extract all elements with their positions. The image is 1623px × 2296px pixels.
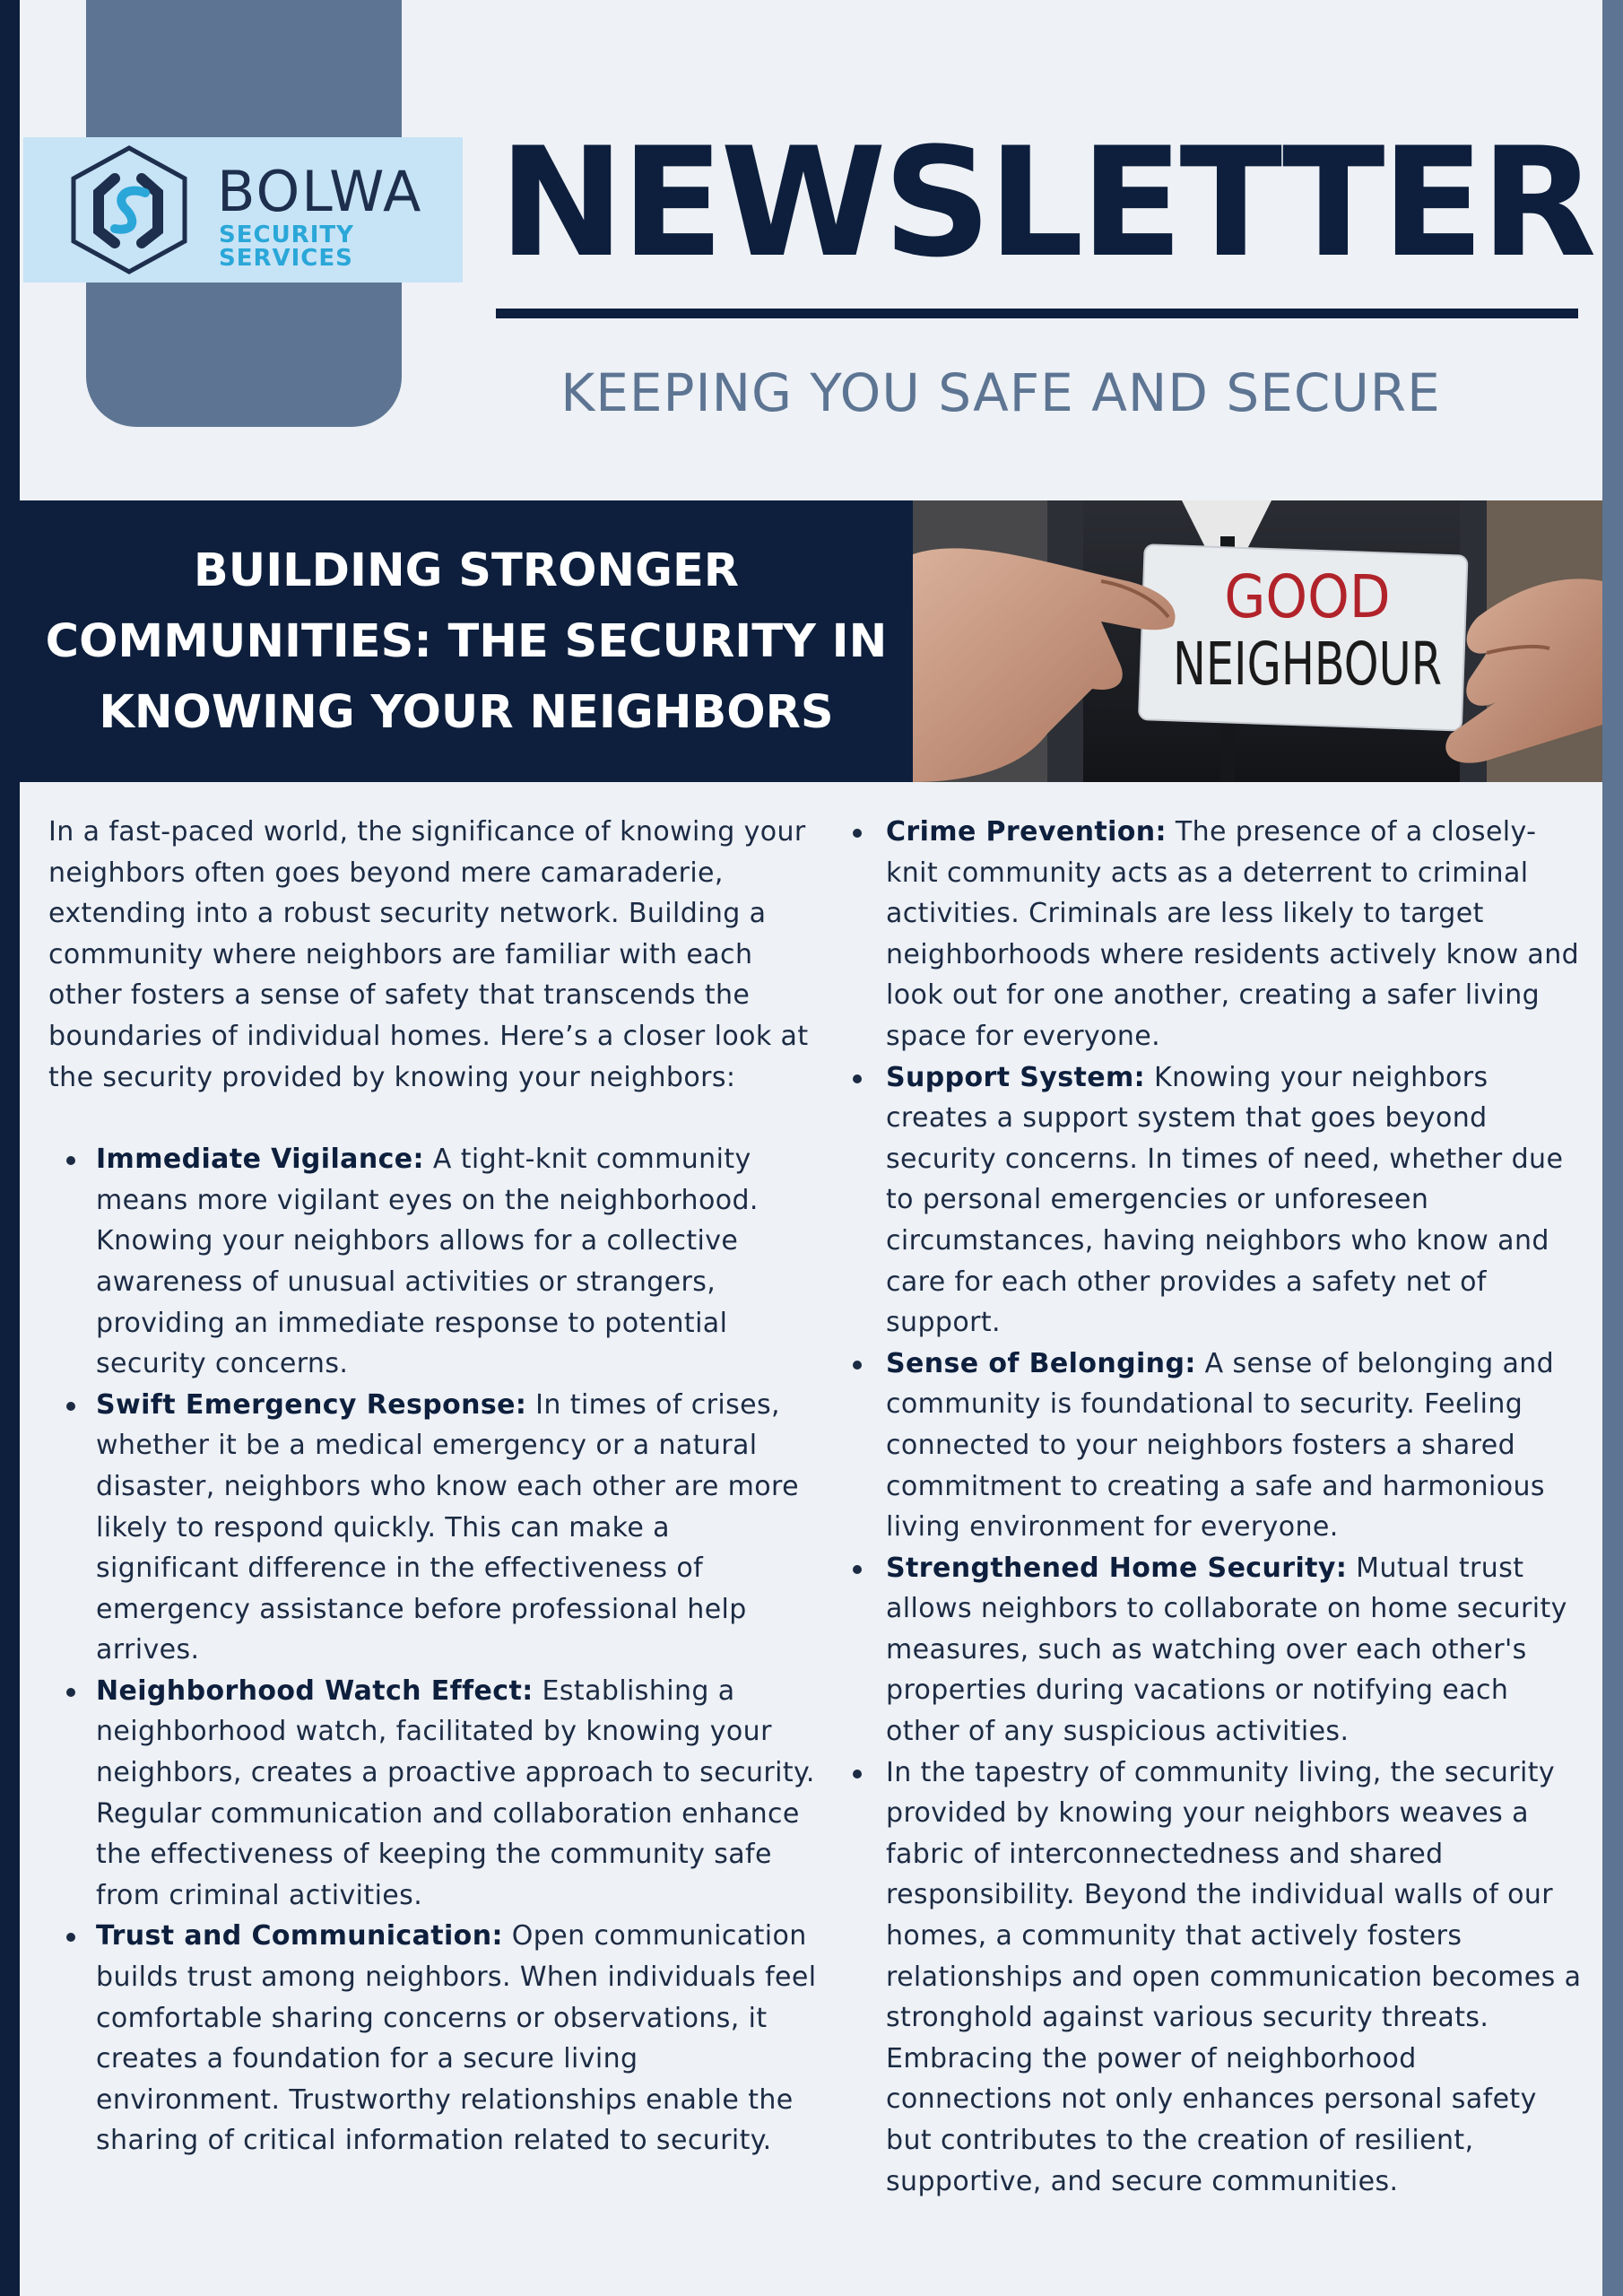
list-item: Immediate Vigilance: A tight-knit community means more vigilant eyes on the neighborhood. Knowing your neighbors allows for a collective awareness of unusual activities or strangers, providing an immediate response to potential security concerns. bbox=[48, 1139, 820, 1385]
list-item: Neighborhood Watch Effect: Establishing a neighborhood watch, facilitated by knowing your neighbors, creates a proactive approach to security. Regular communication and collaboration enhance the effectiveness of keeping the community safe from criminal activities. bbox=[48, 1671, 820, 1917]
sign-text-good: GOOD bbox=[1224, 562, 1391, 631]
brand-subtitle: SECURITY SERVICES bbox=[219, 222, 354, 272]
article-intro: In a fast-paced world, the significance of knowing your neighbors often goes beyond mere camaraderie, extending into a robust security network. Building a community where neighbors are familiar with each other fosters a sense of safety that transcends the boundaries of individual homes. Here’s a closer look at the security provided by knowing your neighbors: bbox=[48, 816, 809, 1093]
good-neighbour-photo bbox=[913, 500, 1602, 782]
brand-name: BOLWA bbox=[217, 159, 423, 224]
headline-banner bbox=[20, 500, 913, 782]
list-item: Sense of Belonging: A sense of belonging and community is foundational to security. Feeling connected to your neighbors fosters a shared commitment to creating a safe and harmonious living environment for everyone. bbox=[846, 1344, 1582, 1548]
company-logo bbox=[23, 137, 463, 283]
newsletter-tagline: KEEPING YOU SAFE AND SECURE bbox=[560, 362, 1441, 423]
article-left-column bbox=[48, 812, 820, 2161]
list-item: Crime Prevention: The presence of a closely-knit community acts as a deterrent to criminal activities. Criminals are less likely to target neighborhoods where residents actively know and look out for one another, creating a safer living space for everyone. bbox=[846, 812, 1582, 1057]
list-item: Swift Emergency Response: In times of crises, whether it be a medical emergency or a natural disaster, neighbors who know each other are more likely to respond quickly. This can make a significant difference in the effectiveness of emergency assistance before professional help arrives. bbox=[48, 1385, 820, 1671]
shield-hexagon-icon bbox=[63, 143, 195, 277]
article-right-column bbox=[846, 812, 1582, 2202]
right-benefits-list bbox=[846, 812, 1582, 2202]
list-item: Strengthened Home Security: Mutual trust allows neighbors to collaborate on home security measures, such as watching over each other's properties during vacations or notifying each other of any suspicious activities. bbox=[846, 1548, 1582, 1752]
right-edge-bar bbox=[1602, 0, 1623, 2296]
newsletter-title: NEWSLETTER bbox=[499, 115, 1593, 291]
left-edge-bar bbox=[0, 0, 20, 2296]
left-benefits-list bbox=[48, 1139, 820, 2161]
list-item: Trust and Communication: Open communication builds trust among neighbors. When individuals feel comfortable sharing concerns or observations, it creates a foundation for a secure living environment. Trustworthy relationships enable the sharing of critical information related to security. bbox=[48, 1916, 820, 2161]
title-divider bbox=[496, 309, 1578, 318]
good-neighbour-photo-art bbox=[913, 500, 1602, 782]
conclusion-item: In the tapestry of community living, the security provided by knowing your neighbors weaves a fabric of interconnectedness and shared responsibility. Beyond the individual walls of our homes, a community that actively fosters relationships and open communication becomes a stronghold against various security threats. Embracing the power of neighborhood connections not only enhances personal safety but contributes to the creation of resilient, supportive, and secure communities. bbox=[846, 1752, 1582, 2203]
article-headline: BUILDING STRONGER COMMUNITIES: THE SECURITY IN KNOWING YOUR NEIGHBORS bbox=[45, 544, 888, 739]
list-item: Support System: Knowing your neighbors creates a support system that goes beyond security concerns. In times of need, whether due to personal emergencies or unforeseen circumstances, having neighbors who know and care for each other provides a safety net of support. bbox=[846, 1057, 1582, 1344]
sign-text-neighbour: NEIGHBOUR bbox=[1173, 630, 1442, 699]
